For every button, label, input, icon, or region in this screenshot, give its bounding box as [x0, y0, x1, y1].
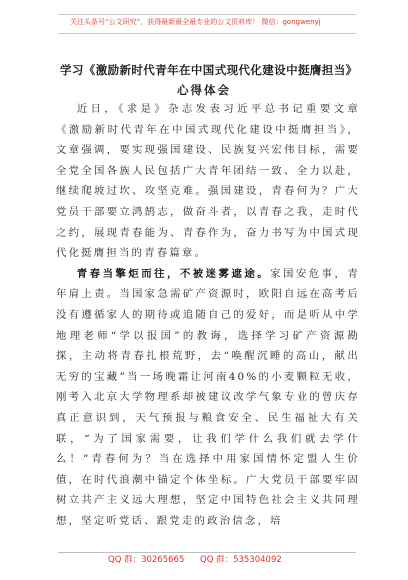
page-footer: [0, 552, 408, 570]
footer-divider: [58, 552, 356, 553]
document-title: 学习《激励新时代青年在中国式现代化建设中挺膺担当》: [60, 63, 358, 77]
top-banner: [0, 0, 408, 40]
paragraph-section-1: [56, 264, 360, 532]
paragraph-intro: 近日，《求是》杂志发表习近平总书记重要文章《激励新时代青年在中国式现代化建设中挺膺担当》，文章强调，要实现强国建设、民族复兴宏伟目标，需要全党全国各族人民包括广大青年团结一致、全力以赴，继续爬坡过坎、攻坚克难。强国建设，青春何为？广大党员干部要立鸿鹄志，做奋斗者，以青春之我，走时代之约，展现青春能为、青春作为，奋力书写为中国式现代化挺膺担当的青春篇章。: [56, 103, 360, 260]
section-body-text: 家国安危事，青年肩上责。当国家急需矿产资源时，欧阳自远在高考后没有遵循家人的期待或追随自己的爱好，而是听从中学地理老师“学以报国”的教诲，选择学习矿产资源勘探，主动将青春扎根荒野，去“唤醒沉睡的高山，献出无穷的宝藏”当一场晚霜让河南40%的小麦颗粒无收，刚考入北京大学物理系却被建议改学气象专业的曾庆存真正意识到，天气预报与粮食安全、民生福祉大有关联，“为了国家需要，让我们学什么我们就去学什么！”青春何为？当在选择中用家国情怀定盟人生价值，在时代浪潮中锚定个体坐标。广大党员干部要牢固树立共产主义远大理想，坚定中国特色社会主义共同理想，坚定听党话、跟党走的政治信念，培: [56, 267, 360, 527]
document-body: [56, 99, 360, 539]
section-lead-heading: 青春当擎炬而往，不被迷雾遮途。: [76, 267, 271, 280]
banner-promo-text: 关注头条号“公文研究”，获得最新最全最专业的公文资料库！ 微信：gongwenyj: [70, 18, 321, 26]
footer-qq-group-2: QQ 群：535304092: [200, 555, 282, 565]
footer-qq-group-1: QQ 群：30265665: [108, 555, 185, 565]
document-subtitle: 心得体会: [177, 83, 231, 97]
